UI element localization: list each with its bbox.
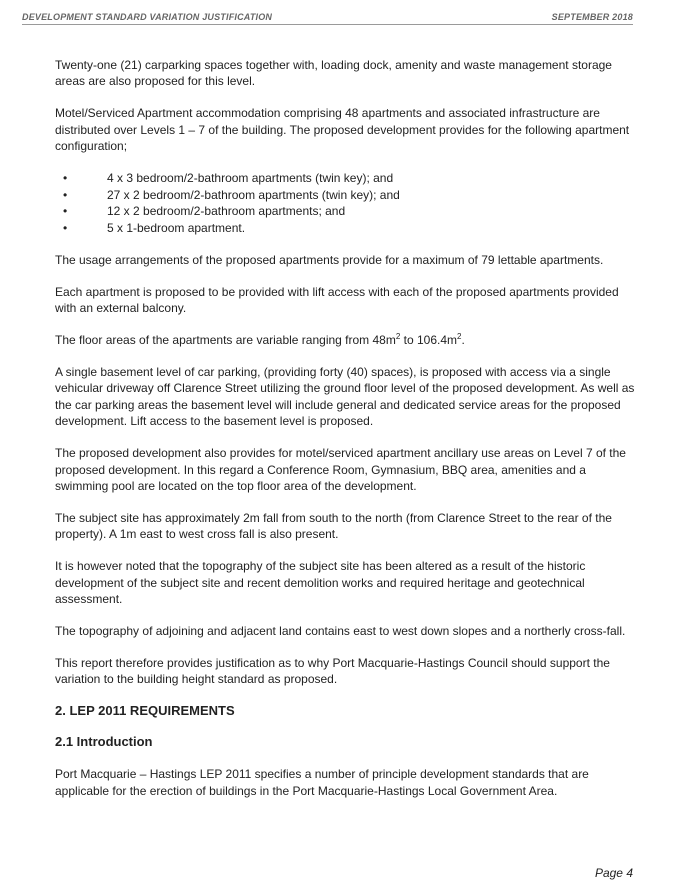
list-item-text: 12 x 2 bedroom/2-bathroom apartments; and [107,204,346,219]
floor-area-text-1: The floor areas of the apartments are variable ranging from 48m [55,333,396,348]
list-item [55,220,637,237]
paragraph-basement: A single basement level of car parking, (providing forty (40) spaces), is proposed with access via a single vehicular driveway off Clarence Street utilizing the ground floor level of the proposed development. As well as the car parking areas the basement level will include general and dedicated service areas for the proposed development. Lift access to the basement level is proposed. [55,365,635,429]
floor-area-text-2: to 106.4m [400,333,457,348]
header-date: SEPTEMBER 2018 [551,12,633,22]
paragraph-introduction: Port Macquarie – Hastings LEP 2011 specifies a number of principle development standards that are applicable for the erection of buildings in the Port Macquarie-Hastings Local Government Area. [55,767,589,798]
bullet-icon: • [63,171,68,186]
subsection-heading: 2.1 Introduction [55,734,153,750]
paragraph-adjoining-land: The topography of adjoining and adjacent land contains east to west down slopes and a northerly cross-fall. [55,623,626,638]
superscript-2: 2 [457,332,462,342]
superscript-1: 2 [395,332,401,342]
paragraph-usage: The usage arrangements of the proposed apartments provide for a maximum of 79 lettable apartments. [55,252,604,267]
paragraph-floor-areas [55,332,637,348]
list-item-text: 4 x 3 bedroom/2-bathroom apartments (twin key); and [107,171,394,186]
header-title: DEVELOPMENT STANDARD VARIATION JUSTIFICATION [22,12,273,22]
list-item [55,203,637,220]
section-heading: 2. LEP 2011 REQUIREMENTS [55,703,235,719]
paragraph-topography-altered: It is however noted that the topography of the subject site has been altered as a result of the historic development of the subject site and recent demolition works and required heritage and geotechnical assessment. [55,559,586,606]
list-item [55,170,637,187]
list-item-text: 5 x 1-bedroom apartment. [107,220,246,235]
paragraph-accommodation: Motel/Serviced Apartment accommodation comprising 48 apartments and associated infrastructure are distributed over Levels 1 – 7 of the building. The proposed development provides for the following apartment configuration; [55,106,630,154]
floor-area-text-3: . [461,333,465,348]
list-item-text: 27 x 2 bedroom/2-bathroom apartments (twin key); and [107,187,400,202]
apartment-configuration-list [55,170,637,236]
paragraph-site-fall: The subject site has approximately 2m fall from south to the north (from Clarence Street to the rear of the property). A 1m east to west cross fall is also present. [55,510,612,542]
document-body [55,57,637,814]
list-item [55,187,637,204]
header-rule [22,24,633,25]
paragraph-carparking: Twenty-one (21) carparking spaces together with, loading dock, amenity and waste management storage areas are also proposed for this level. [55,58,612,89]
paragraph-lift-access: Each apartment is proposed to be provided with lift access with each of the proposed apartments provided with an external balcony. [55,284,619,316]
bullet-icon: • [63,204,68,219]
bullet-icon: • [63,220,68,235]
page-header [22,12,633,24]
paragraph-ancillary-use: The proposed development also provides for motel/serviced apartment ancillary use areas on Level 7 of the proposed development. In this regard a Conference Room, Gymnasium, BBQ area, amenities and a swimming pool are located on the top floor area of the development. [55,446,626,493]
page-number: Page 4 [594,866,633,880]
paragraph-justification: This report therefore provides justification as to why Port Macquarie-Hastings Council should support the variation to the building height standard as proposed. [55,655,610,687]
bullet-icon: • [63,187,68,202]
